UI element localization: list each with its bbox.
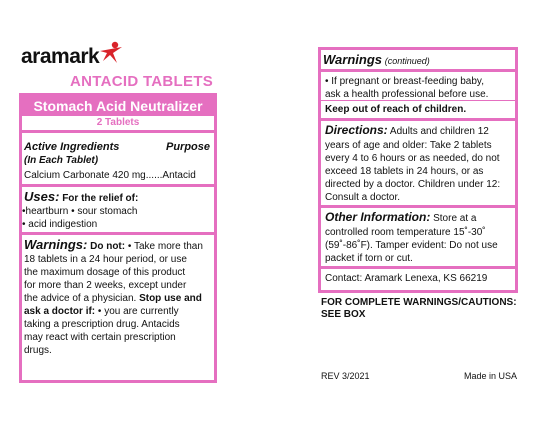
other-info-line: controlled room temperature 15˚-30˚: [325, 227, 486, 238]
other-info-line: Other Information: Store at a: [325, 210, 477, 224]
pregnancy-warning: • If pregnant or breast-feeding baby,: [325, 76, 484, 87]
purpose-heading: Purpose: [166, 141, 211, 153]
contact-line: Contact: Aramark Lenexa, KS 66219: [325, 273, 488, 284]
directions-line: Consult a doctor.: [325, 192, 401, 203]
directions-line: Directions: Adults and children 12: [325, 123, 489, 137]
section-divider: [321, 205, 515, 208]
warnings-line: for more than 2 weeks, except under: [24, 280, 187, 291]
complete-warnings-note: FOR COMPLETE WARNINGS/CAUTIONS:: [321, 297, 517, 308]
warnings-line: the maximum dosage of this product: [24, 267, 186, 278]
other-info-line: (59˚-86˚F). Tamper evident: Do not use: [325, 240, 498, 251]
other-info-line: packet if torn or cut.: [325, 253, 413, 264]
active-ingredients-heading: Active Ingredients: [24, 141, 120, 153]
thin-divider: [321, 100, 515, 101]
section-divider: [321, 118, 515, 121]
brand-star-icon: [98, 40, 124, 64]
complete-warnings-note: SEE BOX: [321, 309, 366, 320]
dose-label: 2 Tablets: [22, 116, 214, 133]
directions-line: exceed 18 tablets in 24 hours, or as: [325, 166, 484, 177]
revision-label: REV 3/2021: [321, 371, 370, 381]
section-divider: [321, 69, 515, 72]
section-divider: [321, 266, 515, 269]
warnings-line: Warnings: Do not: • Take more than: [24, 237, 203, 252]
product-title: ANTACID TABLETS: [70, 73, 214, 90]
uses-intro: Uses: For the relief of:: [24, 189, 139, 204]
brand-logo-text: aramark: [21, 45, 100, 68]
warnings-line: ask a doctor if: • you are currently: [24, 306, 179, 317]
warnings-continued-heading: Warnings (continued): [323, 52, 430, 67]
pregnancy-warning: ask a health professional before use.: [325, 89, 489, 100]
directions-line: years of age and older: Take 2 tablets: [325, 140, 492, 151]
ingredient-line: Calcium Carbonate 420 mg......Antacid: [24, 170, 196, 181]
warnings-line: the advice of a physician. Stop use and: [24, 293, 202, 304]
per-tablet-note: (In Each Tablet): [24, 155, 99, 166]
warnings-line: may react with certain prescription: [24, 332, 176, 343]
warnings-line: 18 tablets in a 24 hour period, or use: [24, 254, 187, 265]
warnings-line: drugs.: [24, 345, 52, 356]
section-divider: [22, 232, 214, 235]
directions-line: directed by a doctor. Children under 12:: [325, 179, 501, 190]
warnings-line: taking a prescription drug. Antacids: [24, 319, 180, 330]
keep-out-warning: Keep out of reach of children.: [325, 104, 467, 115]
origin-label: Made in USA: [464, 371, 518, 381]
use-item: • acid indigestion: [22, 219, 98, 230]
section-divider: [22, 184, 214, 187]
directions-line: every 4 to 6 hours or as needed, do not: [325, 153, 500, 164]
panel-header: Stomach Acid Neutralizer: [22, 96, 214, 116]
use-item: •heartburn • sour stomach: [22, 206, 138, 217]
